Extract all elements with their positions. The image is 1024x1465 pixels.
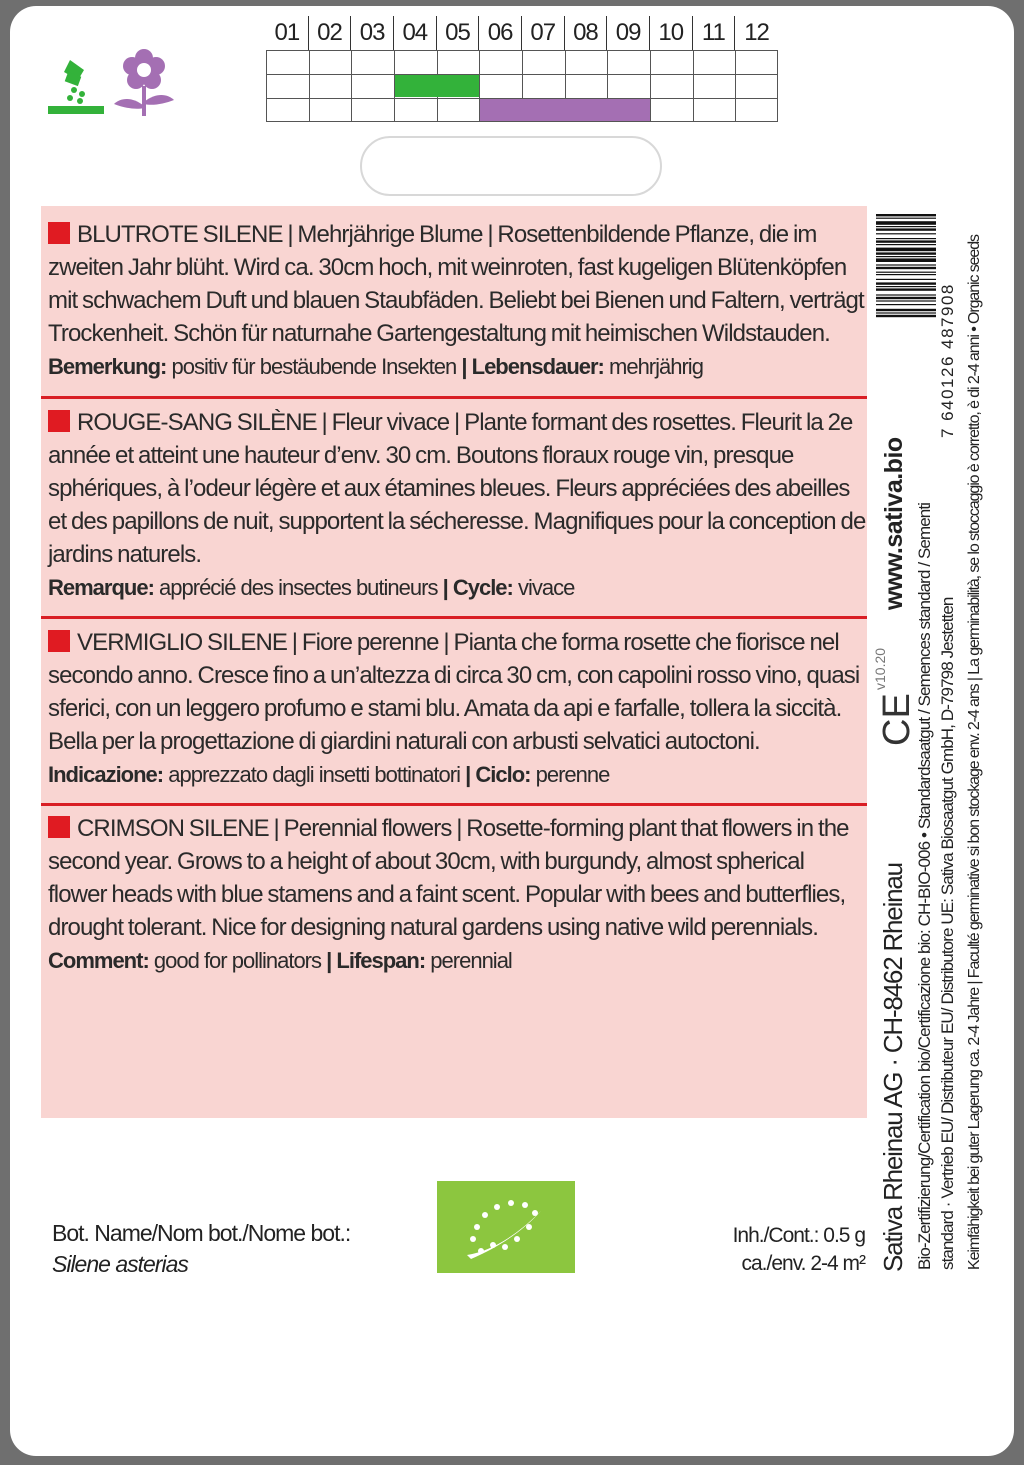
- grid-col-line: [266, 50, 267, 122]
- month-label: 09: [607, 16, 650, 50]
- section-divider: [41, 396, 867, 399]
- description-panel: [41, 206, 867, 1118]
- meta-label: | Ciclo:: [465, 762, 531, 787]
- meta-label: Indicazione:: [48, 762, 164, 787]
- botanical-name: Silene asterias: [52, 1251, 188, 1277]
- red-square-marker: [48, 222, 70, 244]
- month-label: 03: [351, 16, 394, 50]
- month-label: 06: [479, 16, 522, 50]
- meta-label: | Lebensdauer:: [461, 354, 604, 379]
- calendar-grid: [266, 50, 778, 122]
- botanical-name-block: [52, 1218, 350, 1280]
- sowing-period-bar: [395, 75, 479, 97]
- month-label: 11: [693, 16, 736, 50]
- grid-col-line: [351, 50, 352, 122]
- red-square-marker: [48, 630, 70, 652]
- contents-weight: Inh./Cont.: 0.5 g: [732, 1224, 865, 1247]
- meta-value: vivace: [512, 575, 575, 600]
- contents-block: [710, 1222, 865, 1278]
- month-label: 01: [266, 16, 309, 50]
- month-label: 12: [744, 19, 769, 46]
- meta-value: apprezzato dagli insetti bottinatori: [163, 762, 466, 787]
- section-title: ROUGE-SANG SILÈNE: [77, 409, 317, 436]
- eu-organic-logo: [437, 1181, 575, 1273]
- grid-col-line: [650, 50, 651, 122]
- meta-value: good for pollinators: [148, 948, 327, 973]
- section-text: | Perennial flowers | Rosette-forming plant that flowers in the second year. Grows to a height of about 30cm, with burgundy, almost spherical flower heads with blue stamens and a faint scent. Popular with bees and butterflies, drought tolerant. Nice for designing natural gardens using native wild perennials.: [48, 815, 849, 941]
- germination-line: Keimfähigkeit bei guter Lagerung ca. 2-4 Jahre | Faculté germinative si bon stockage env. 2-4 ans | La germinabilità, se lo stoccaggio è corretto, è di 2-4 anni • Organic seeds: [966, 235, 983, 1270]
- red-square-marker: [48, 816, 70, 838]
- grid-col-line: [777, 50, 778, 122]
- month-label: 02: [309, 16, 352, 50]
- section-divider: [41, 616, 867, 619]
- meta-value: perennial: [425, 948, 512, 973]
- section-title: CRIMSON SILENE: [77, 815, 269, 842]
- barcode-digits: 7 640126 487908: [938, 283, 957, 438]
- month-header: [266, 16, 778, 50]
- grid-col-line: [693, 50, 694, 122]
- grid-col-line: [735, 50, 736, 122]
- section-en: [48, 812, 866, 976]
- meta-value: positiv für bestäubende Insekten: [166, 354, 462, 379]
- meta-label: | Lifespan:: [326, 948, 426, 973]
- growing-calendar: [266, 16, 778, 50]
- section-text: | Mehrjährige Blume | Rosettenbildende Pflanze, die im zweiten Jahr blüht. Wird ca. 30cm hoch, mit weinroten, fast kugeligen Blütenköpfen mit schwachem Duft und blauen Staubfäden. Beliebt bei Bienen und Faltern, verträgt Trockenheit. Schön für naturnahe Gartengestaltung mit heimischen Wildstauden.: [48, 221, 864, 347]
- month-label: 08: [565, 16, 608, 50]
- certification-line-2: standard · Vertrieb EU/ Distributeur EU/ Distributore UE: Sativa Biosaatgut GmbH, D-79798 Jestetten: [938, 597, 957, 1270]
- section-title: BLUTROTE SILENE: [77, 221, 283, 248]
- contents-area: ca./env. 2-4 m²: [741, 1252, 865, 1275]
- hang-hole: [360, 136, 662, 196]
- section-it: [48, 626, 866, 790]
- company-address: Sativa Rheinau AG · CH-8462 Rheinau: [878, 863, 908, 1272]
- section-text: | Fleur vivace | Plante formant des rosettes. Fleurit la 2e année et atteint une hauteur d’env. 30 cm. Boutons floraux rouge vin, presque sphériques, à l’odeur légère et aux étamines bleues. Fleurs appréciées des abeilles et des papillons de nuit, supportent la sécheresse. Magnifiques pour la conception de jardins naturels.: [48, 409, 866, 568]
- certification-line-1: Bio-Zertifizierung/Certification bio/Certificazione bio: CH-BIO-006 • Standardsaatgut / Semences standard / Sementi: [915, 502, 934, 1270]
- botanical-label: Bot. Name/Nom bot./Nome bot.:: [52, 1220, 351, 1246]
- version-label: v10.20: [872, 647, 888, 690]
- flower-icon: [110, 46, 178, 118]
- grid-col-line: [309, 50, 310, 122]
- red-square-marker: [48, 410, 70, 432]
- sowing-icon: [48, 54, 104, 116]
- section-fr: [48, 406, 866, 603]
- section-de: [48, 218, 866, 382]
- website: www.sativa.bio: [880, 437, 908, 610]
- ce-mark: CE: [876, 693, 918, 746]
- seed-packet-back: [10, 6, 1014, 1456]
- meta-label: Comment:: [48, 948, 149, 973]
- section-text: | Fiore perenne | Pianta che forma rosette che fiorisce nel secondo anno. Cresce fino a un’altezza di circa 30 cm, con capolini rosso vino, quasi sferici, con un leggero profumo e stami blu. Amata da api e farfalle, tollera la siccità. Bella per la progettazione di giardini naturali con arbusti selvatici autoctoni.: [48, 629, 860, 755]
- flowering-period-bar: [480, 99, 650, 121]
- meta-label: Remarque:: [48, 575, 154, 600]
- month-label: 05: [437, 16, 480, 50]
- section-divider: [41, 803, 867, 806]
- month-label: 10: [650, 16, 693, 50]
- month-label: 07: [522, 16, 565, 50]
- meta-label: | Cycle:: [442, 575, 513, 600]
- meta-value: apprécié des insectes butineurs: [153, 575, 443, 600]
- meta-value: mehrjährig: [603, 354, 703, 379]
- meta-label: Bemerkung:: [48, 354, 167, 379]
- meta-value: perenne: [530, 762, 610, 787]
- section-title: VERMIGLIO SILENE: [77, 629, 287, 656]
- month-label: 04: [394, 16, 437, 50]
